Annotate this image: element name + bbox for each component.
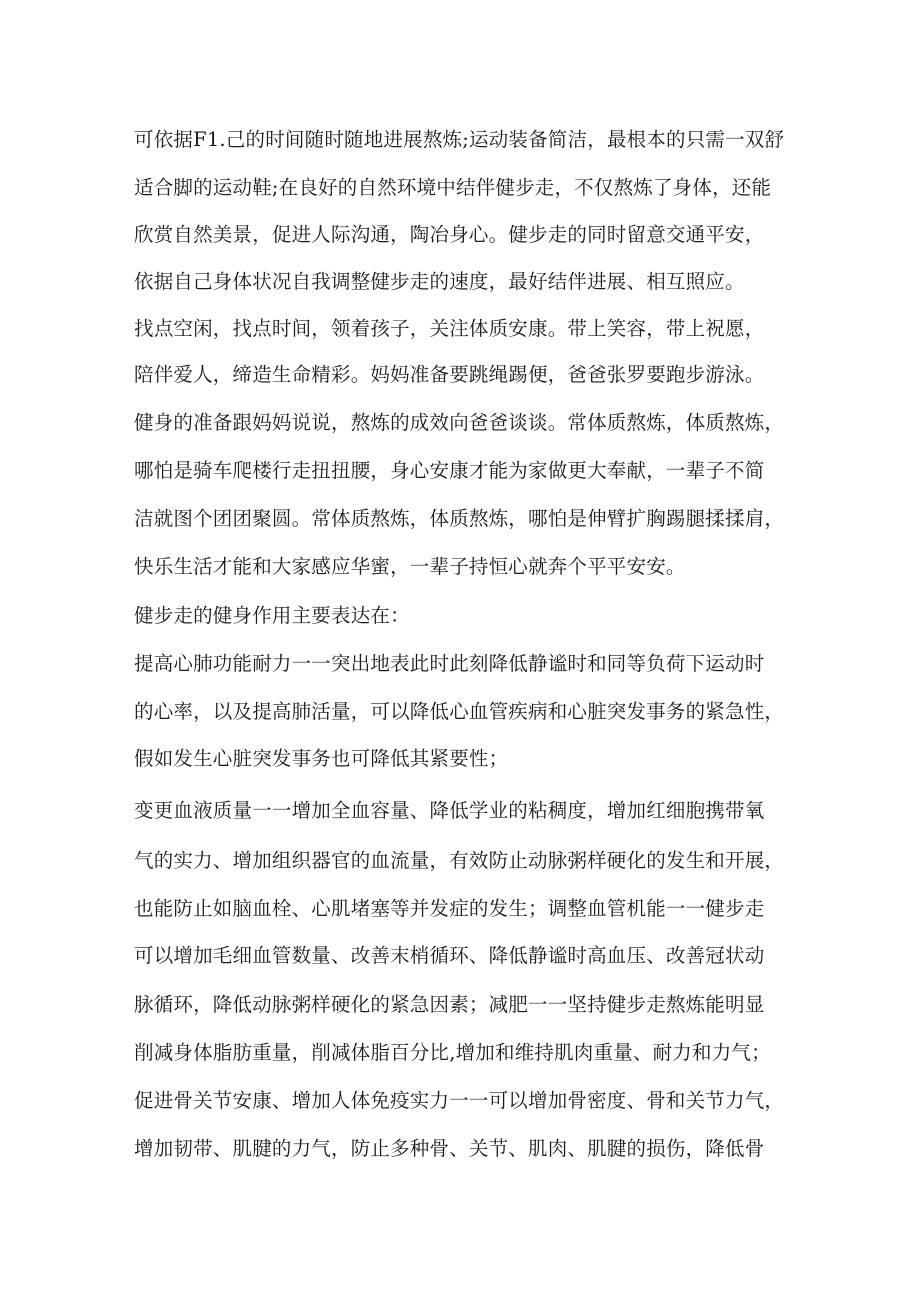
text-line-13: 的心率，以及提高肺活量，可以降低心血管疾病和心脏突发事务的紧急性， xyxy=(134,700,785,723)
text-line-17: 也能防止如脑血栓、心肌堵塞等并发症的发生；调整血管机能一一健步走 xyxy=(134,897,765,920)
text-line-4: 依据自己身体状况自我调整健步走的速度，最好结伴进展、相互照应。 xyxy=(134,270,745,293)
text-line-10: 快乐生活才能和大家感应华蜜，一辈子持恒心就奔个平平安安。 xyxy=(134,555,686,578)
text-line-12: 提高心肺功能耐力一一突出地表此时此刻降低静谧时和同等负荷下运动时 xyxy=(134,652,765,675)
text-line-5: 找点空闲，找点时间，领着孩子，关注体质安康。带上笑容，带上祝愿， xyxy=(134,317,765,340)
text-line-18: 可以增加毛细血管数量、改善末梢循环、降低静谧时高血压、改善冠状动 xyxy=(134,944,765,967)
text-line-19: 脉循环，降低动脉粥样硬化的紧急因素；减肥一一坚持健步走熬炼能明显 xyxy=(134,993,765,1016)
text-line-3: 欣赏自然美景，促进人际沟通，陶冶身心。健步走的同时留意交通平安， xyxy=(134,223,765,246)
text-line-22: 增加韧带、肌腱的力气，防止多种骨、关节、肌肉、肌腱的损伤，降低骨 xyxy=(134,1137,765,1160)
text-line-20: 削减身体脂肪重量，削减体脂百分比,增加和维持肌肉重量、耐力和力气； xyxy=(134,1041,771,1064)
text-line-11: 健步走的健身作用主要表达在： xyxy=(134,604,410,627)
text-line-21: 促进骨关节安康、增加人体免疫实力一一可以增加骨密度、骨和关节力气， xyxy=(134,1089,785,1112)
text-line-7: 健身的准备跟妈妈说说，熬炼的成效向爸爸谈谈。常体质熬炼，体质熬炼， xyxy=(134,411,785,434)
text-line-8: 哪怕是骑车爬楼行走扭扭腰，身心安康才能为家做更大奉献，一辈子不简 xyxy=(134,459,765,482)
text-line-9: 洁就图个团团聚圆。常体质熬炼，体质熬炼，哪怕是伸臂扩胸踢腿揉揉肩， xyxy=(134,507,785,530)
text-line-15: 变更血液质量一一增加全血容量、降低学业的粘稠度，增加红细胞携带氧 xyxy=(134,799,765,822)
text-line-16: 气的实力、增加组织器官的血流量，有效防止动脉粥样硬化的发生和开展， xyxy=(134,849,785,872)
text-line-14: 假如发生心脏突发事务也可降低其紧要性； xyxy=(134,747,509,770)
text-line-2: 适合脚的运动鞋;在良好的自然环境中结伴健步走，不仅熬炼了身体，还能 xyxy=(134,176,772,199)
text-line-6: 陪伴爱人，缔造生命精彩。妈妈准备要跳绳踢便，爸爸张罗要跑步游泳。 xyxy=(134,363,765,386)
text-line-1: 可依据F1.己的时间随时随地进展熬炼;运动装备简洁，最根本的只需一双舒 xyxy=(134,128,785,151)
